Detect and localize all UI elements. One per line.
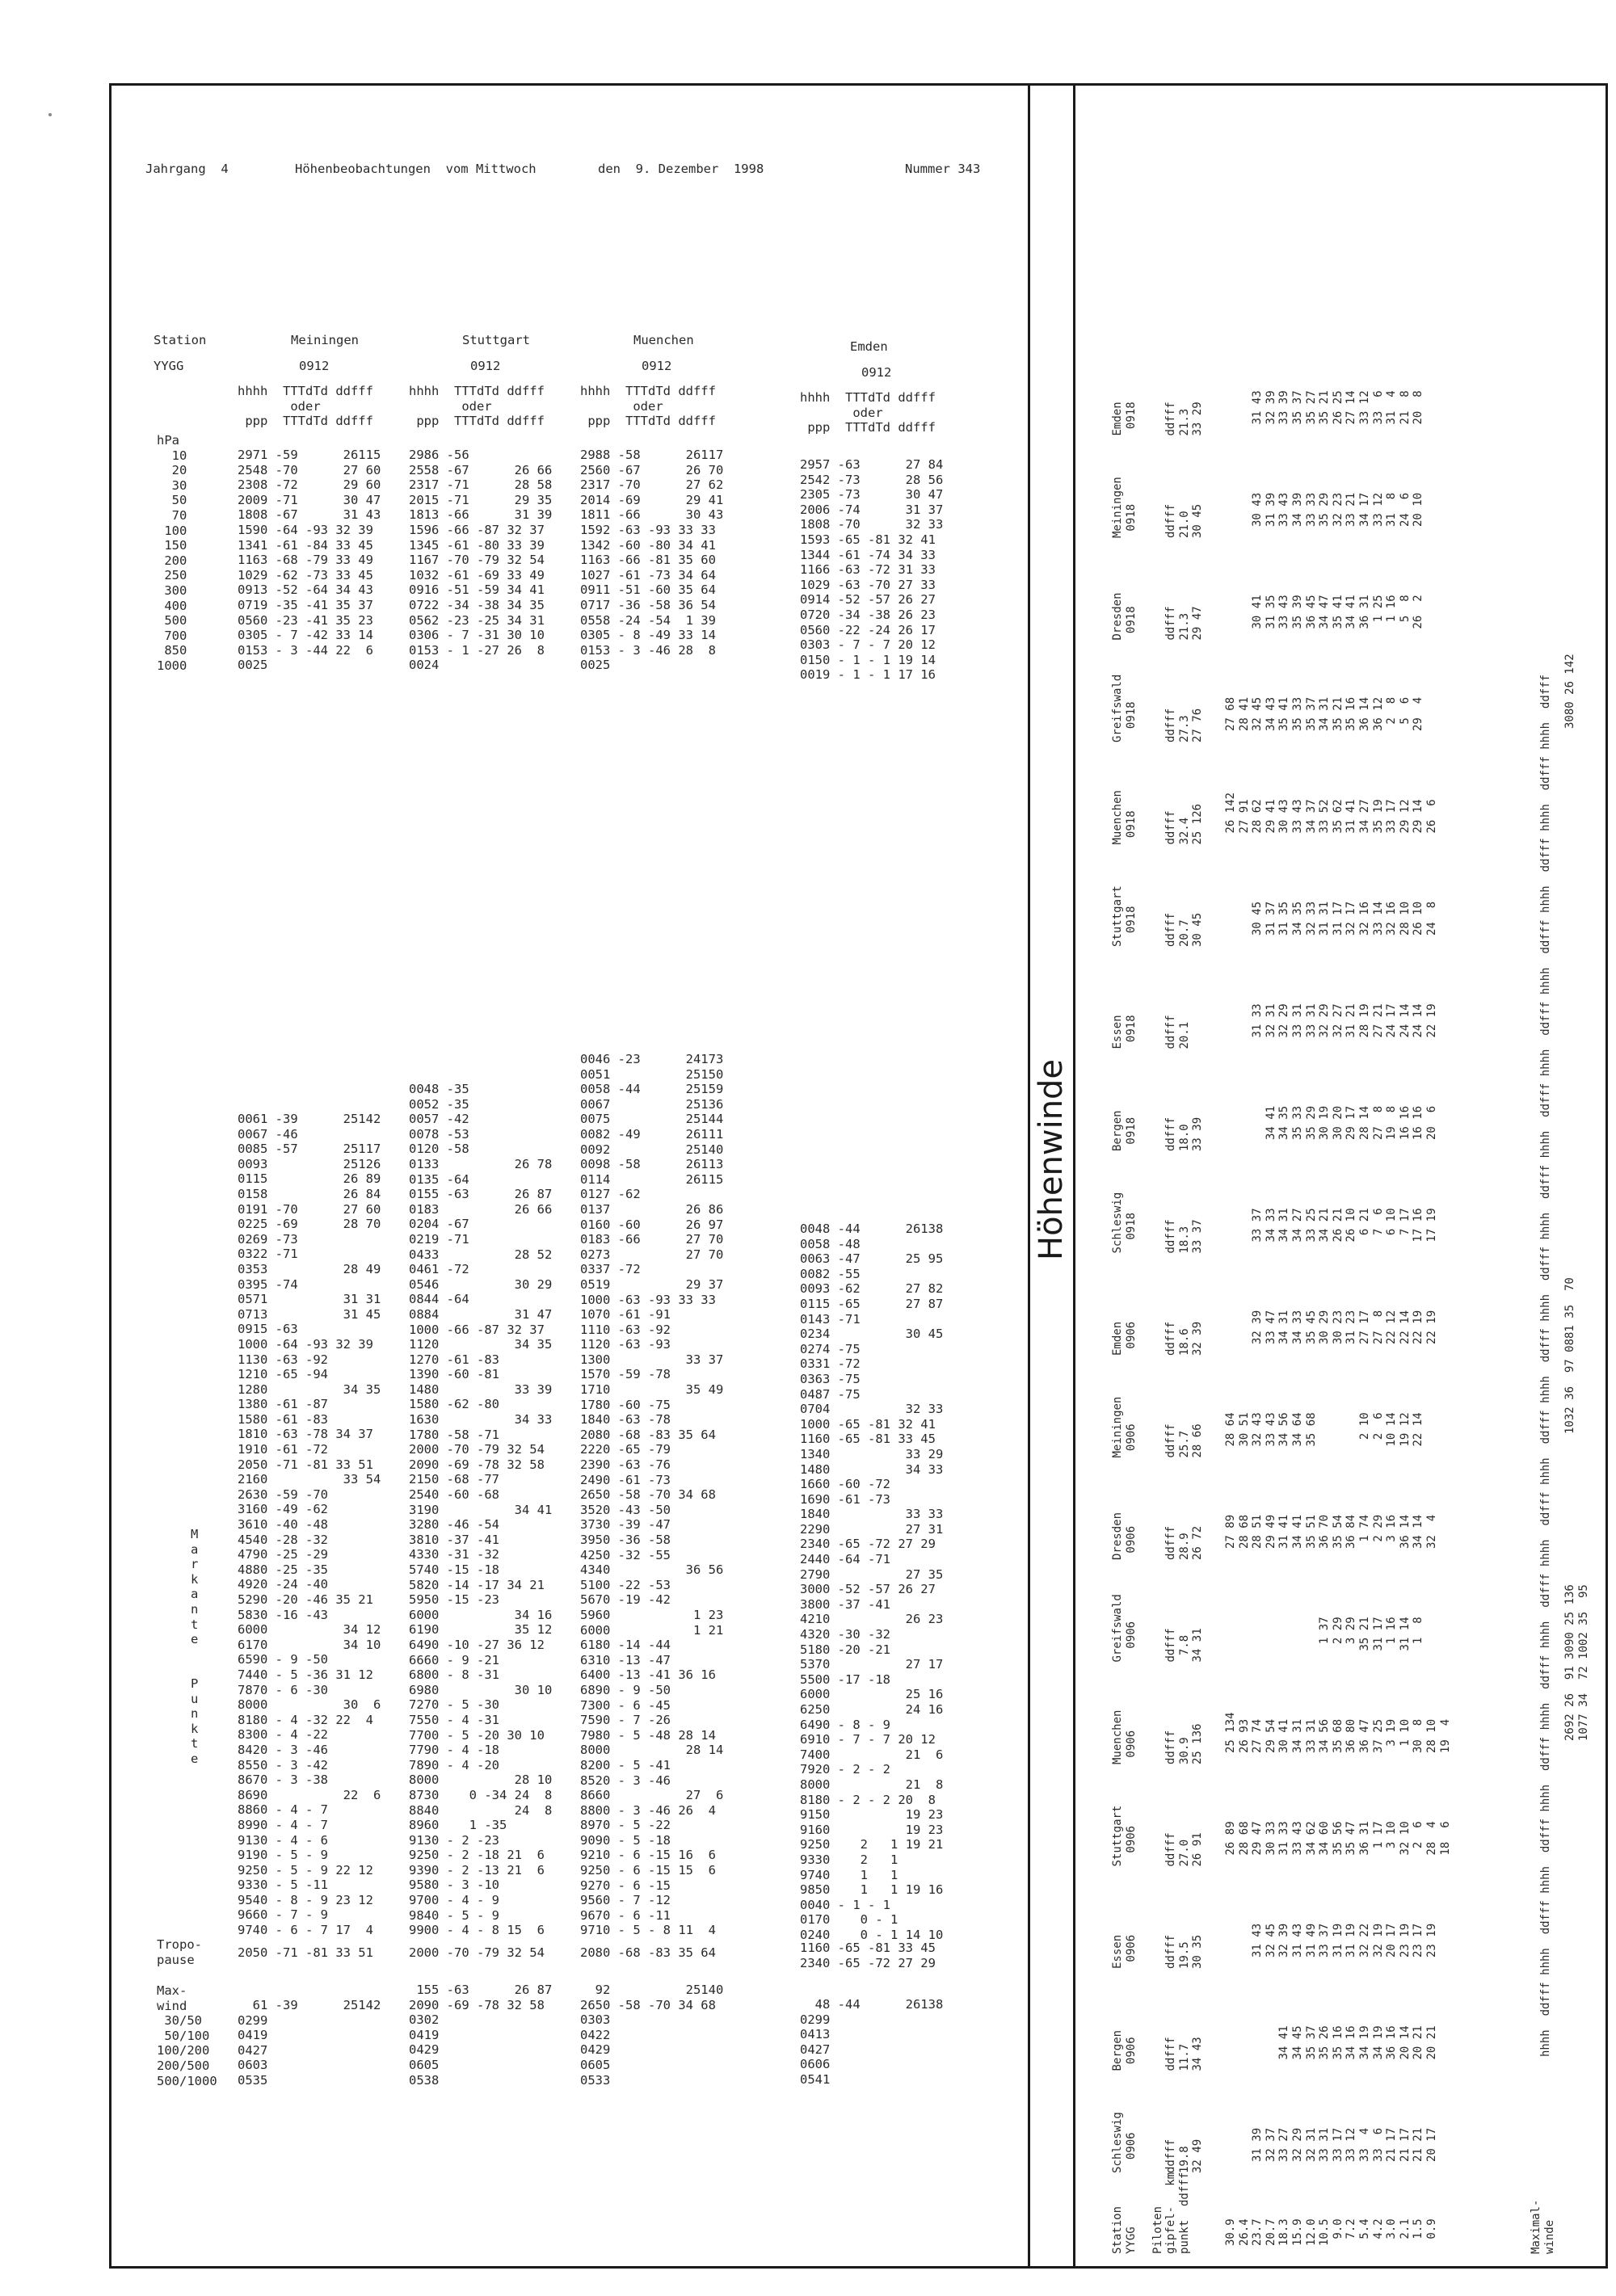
column-headings: hhhh TTTdTd ddfff oder ppp TTTdTd ddfff [409, 384, 545, 429]
muenchen-significant-points [580, 1052, 723, 1938]
column-headings: hhhh TTTdTd ddfff oder ppp TTTdTd ddfff [238, 384, 373, 429]
hw-station-values: 27 68 28 41 32 45 34 43 35 41 35 33 35 37 34 31 35 21 35 16 36 14 36 12 2 8 5 6 29 4 [1224, 696, 1425, 731]
meiningen-standard-levels [238, 448, 381, 673]
hw-station-gipfel: ddfff 20.1 [1164, 1015, 1191, 1049]
column-headings: hhhh TTTdTd ddfff oder ppp TTTdTd ddfff [580, 384, 716, 429]
stuttgart-maxwind [409, 1983, 552, 2088]
data-block: 2988 -58 26117 2560 -67 26 70 2317 -70 27 62 2014 -69 29 41 1811 -66 30 43 1592 -63 -93 33 33 1342 -60 -80 34 41 1163 -66 -81 35 60 1027 -61 -73 34 64 0911 -51 -60 35 64 0717 -36 -58 36 54 0558 -24 -54 1 39 0305 - 8 -49 33 14 0153 - 3 -46 28 8 0025 [580, 448, 724, 673]
hw-station-gipfel: ddfff 30.9 25 136 [1164, 1723, 1205, 1764]
hw-station-name: Stuttgart 0906 [1111, 1805, 1138, 1867]
hpa-labels [157, 433, 187, 674]
hw-station-name: Dresden 0918 [1111, 592, 1138, 641]
meiningen-maxwind [238, 1998, 381, 2088]
hoehenwinde-max-muenchen-0918: 3080 26 142 [1563, 654, 1576, 729]
hw-station-name: Muenchen 0918 [1111, 790, 1138, 845]
hoehenwinde-max-dresden: 1032 36 97 0881 35 70 [1563, 1277, 1576, 1434]
header-jahrgang: Jahrgang 4 [145, 162, 229, 176]
data-block: 48 -44 26138 0299 0413 0427 0606 0541 [800, 1997, 944, 2087]
hw-station-gipfel: ddfff 28.9 26 72 [1164, 1525, 1205, 1560]
hw-station-gipfel: ddfff 19.8 32 49 [1164, 2138, 1205, 2173]
hw-station-name: Greifswald 0918 [1111, 674, 1138, 742]
label-hpa-list: hPa 10 20 30 50 70 100 150 200 250 300 400 500 700 850 1000 [157, 433, 187, 673]
hw-station-gipfel: ddfff 21.0 30 45 [1164, 503, 1205, 538]
data-block: 0046 -23 24173 0051 25150 0058 -44 25159 0067 25136 0075 25144 0082 -49 26111 0092 25140 0098 -58 26113 0114 26115 0127 -62 0137 26 86 0160 -60 26 97 0183 -66 27 70 0273 27 70 0337 -72 0519 29 37 1000 -63 -93 33 33 1070 -61 -91 1110 -63 -92 1120 -63 -93 1300 33 37 1570 -59 -78 1710 35 49 1780 -60 -75 1840 -63 -78 2080 -68 -83 35 64 2220 -65 -79 2390 -63 -76 2490 -61 -73 2650 -58 -70 34 68 3520 -43 -50 3730 -39 -47 3950 -36 -58 4250 -32 -55 4340 36 56 5100 -22 -53 5670 -19 -42 5960 1 23 6000 1 21 6180 -14 -44 6310 -13 -47 6400 -13 -41 36 16 6890 - 9 -50 7300 - 6 -45 7590 - 7 -26 7980 - 5 -48 28 14 8000 28 14 8200 - 5 -41 8520 - 3 -46 8660 27 6 8800 - 3 -46 26 4 8970 - 5 -22 9090 - 5 -18 9210 - 6 -15 16 6 9250 - 6 -15 15 6 9270 - 6 -15 9560 - 7 -12 9670 - 6 -11 9710 - 5 - 8 11 4 [580, 1052, 724, 1938]
hw-station-name: Schleswig 0906 [1111, 2112, 1138, 2173]
hw-station-values: 31 33 32 31 32 29 33 31 33 31 32 29 32 27 31 21 28 19 27 21 24 17 24 14 24 14 22 19 [1251, 1003, 1438, 1038]
hw-station-values: 32 39 33 47 34 31 34 33 35 45 30 29 30 23 31 23 27 17 27 8 22 12 22 14 22 19 22 19 [1251, 1310, 1438, 1344]
markante-label [191, 1527, 198, 1647]
hw-station-gipfel: ddfff 21.3 29 47 [1164, 606, 1205, 641]
hw-station-values: 30 45 31 37 31 35 34 35 32 33 31 31 31 17 32 17 32 16 33 14 32 16 28 10 26 10 24 8 [1251, 901, 1438, 936]
label-station: Station [154, 333, 207, 347]
hw-station-values: 31 43 32 45 32 39 31 43 31 49 33 37 31 19 31 19 32 22 32 19 20 17 23 19 23 17 23 19 [1251, 1923, 1438, 1957]
data-block: 1160 -65 -81 33 45 2340 -65 -72 27 29 [800, 1941, 936, 1970]
hoehenwinde-row-labels: Station YYGG Piloten gipfel- km punkt ddfff [1111, 2172, 1191, 2254]
hw-station-gipfel: ddfff 21.3 33 29 [1164, 402, 1205, 436]
data-block: 2986 -56 2558 -67 26 66 2317 -71 28 58 2015 -71 29 35 1813 -66 31 39 1596 -66 -87 32 37 1345 -61 -80 33 39 1167 -70 -79 32 54 1032 -61 -69 33 49 0916 -51 -59 34 41 0722 -34 -38 34 35 0562 -23 -25 34 31 0306 - 7 -31 30 10 0153 - 1 -27 26 8 0024 [409, 448, 553, 673]
scan-speck [48, 113, 52, 116]
hw-station-values: 33 37 34 33 34 31 34 27 33 25 34 21 26 21 26 10 6 21 7 6 6 10 7 17 17 16 17 19 [1251, 1208, 1438, 1243]
station-column-meiningen [238, 333, 373, 429]
label-markante: M a r k a n t e [191, 1527, 199, 1647]
hw-station-values: 1 37 2 29 3 29 35 21 31 17 1 16 31 14 1 8 [1318, 1617, 1425, 1651]
hw-station-values: 30 43 31 39 33 43 34 39 33 33 35 29 32 23 33 21 34 17 33 12 31 8 24 6 20 10 [1251, 492, 1425, 527]
hw-station-name: Meiningen 0906 [1111, 1396, 1138, 1458]
data-block: 92 25140 2650 -58 -70 34 68 0303 0422 0429 0605 0533 [580, 1983, 724, 2088]
hw-station-values: 26 142 27 91 28 62 29 41 30 43 33 43 34 37 33 52 35 62 31 41 34 27 35 19 33 17 29 12 29 14 26 6 [1224, 792, 1438, 834]
column-headings: hhhh TTTdTd ddfff oder ppp TTTdTd ddfff [800, 390, 936, 435]
data-block: 0048 -44 26138 0058 -48 0063 -47 25 95 0082 -55 0093 -62 27 82 0115 -65 27 87 0143 -71 0234 30 45 0274 -75 0331 -72 0363 -75 0487 -75 0704 32 33 1000 -65 -81 32 41 1160 -65 -81 33 45 1340 33 29 1480 34 33 1660 -60 -72 1690 -61 -73 1840 33 33 2290 27 31 2340 -65 -72 27 29 2440 -64 -71 2790 27 35 3000 -52 -57 26 27 3800 -37 -41 4210 26 23 4320 -30 -32 5180 -20 -21 5370 27 17 5500 -17 -18 6000 25 16 6250 24 16 6490 - 8 - 9 6910 - 7 - 7 20 12 7400 21 6 7920 - 2 - 2 8000 21 8 8180 - 2 - 2 20 8 9150 19 23 9160 19 23 9250 2 1 19 21 9330 2 1 9740 1 1 9850 1 1 19 16 0040 - 1 - 1 0170 0 - 1 0240 0 - 1 14 10 [800, 1222, 944, 1942]
header-title: Höhenbeobachtungen vom Mittwoch [295, 162, 537, 176]
station-name: Stuttgart [462, 333, 530, 347]
hw-station-values: 25 134 26 93 27 74 29 54 30 41 34 31 33 31 34 56 35 68 36 80 36 47 37 25 3 19 1 10 30 8 28 10 19 4 [1224, 1712, 1452, 1753]
hw-station-name: Bergen 0906 [1111, 2029, 1138, 2071]
station-name: Muenchen [633, 333, 694, 347]
emden-tropopause [800, 1941, 936, 1970]
maxwind-label [157, 1983, 217, 2088]
punkte-label [191, 1676, 198, 1767]
hw-station-name: Stuttgart 0918 [1111, 885, 1138, 947]
header-nummer: Nummer 343 [905, 162, 981, 176]
data-block: 2050 -71 -81 33 51 [238, 1945, 373, 1960]
section-divider-left [1028, 83, 1030, 2269]
hw-station-values: 31 43 32 39 33 39 35 37 35 27 35 21 26 25 27 14 33 12 33 6 31 4 21 8 20 8 [1251, 390, 1425, 425]
muenchen-standard-levels [580, 448, 723, 673]
station-column-muenchen [580, 333, 716, 429]
hw-station-name: Essen 0906 [1111, 1934, 1138, 1969]
station-yygg: 0912 [642, 358, 672, 373]
hoehenwinde-km-list: 30.9 26.4 23.7 20.7 18.3 15.9 12.0 10.5 9.0 7.2 5.4 4.2 3.0 2.1 1.5 0.9 [1224, 2218, 1438, 2246]
left-labels [154, 333, 206, 373]
emden-significant-points [800, 1222, 943, 1943]
hw-station-values: 27 89 28 68 28 51 29 49 31 41 34 41 35 51 36 70 35 54 36 84 1 74 2 29 3 16 36 14 34 14 32 4 [1224, 1514, 1438, 1549]
emden-standard-levels [800, 457, 943, 683]
data-block: 2000 -70 -79 32 54 [409, 1945, 545, 1960]
hoehenwinde-max-stuttgart: 2692 26 91 3090 25 136 1077 34 72 1002 35 95 [1563, 1584, 1590, 1741]
station-name: Emden [850, 339, 888, 354]
data-block: 61 -39 25142 0299 0419 0427 0603 0535 [238, 1998, 381, 2088]
hw-station-gipfel: ddfff 25.7 28 66 [1164, 1423, 1205, 1458]
section-divider-right [1073, 83, 1075, 2269]
hoehenwinde-max-labels: hhhh ddfff hhhh ddfff hhhh ddfff hhhh ddfff hhhh ddfff hhhh ddfff hhhh ddfff hhhh ddfff hhhh ddfff hhhh ddfff hhhh ddfff hhhh ddfff hhhh ddfff hhhh ddfff hhhh ddfff hhhh ddfff hhhh ddfff [1539, 674, 1552, 2057]
hw-station-name: Emden 0918 [1111, 402, 1138, 436]
station-column-emden [800, 339, 936, 435]
meiningen-significant-points [238, 1112, 381, 1938]
station-yygg: 0912 [861, 364, 892, 380]
hw-station-name: Bergen 0918 [1111, 1110, 1138, 1151]
hw-station-gipfel: ddfff 7.8 34 31 [1164, 1628, 1205, 1663]
data-block: 2080 -68 -83 35 64 [580, 1945, 716, 1960]
label-yygg: YYGG [154, 358, 184, 373]
stuttgart-standard-levels [409, 448, 552, 673]
data-block: 0048 -35 0052 -35 0057 -42 0078 -53 0120 -58 0133 26 78 0135 -64 0155 -63 26 87 0183 26 66 0204 -67 0219 -71 0433 28 52 0461 -72 0546 30 29 0844 -64 0884 31 47 1000 -66 -87 32 37 1120 34 35 1270 -61 -83 1390 -60 -81 1480 33 39 1580 -62 -80 1630 34 33 1780 -58 -71 2000 -70 -79 32 54 2090 -69 -78 32 58 2150 -68 -77 2540 -60 -68 3190 34 41 3280 -46 -54 3810 -37 -41 4330 -31 -32 5740 -15 -18 5820 -14 -17 34 21 5950 -15 -23 6000 34 16 6190 35 12 6490 -10 -27 36 12 6660 - 9 -21 6800 - 8 -31 6980 30 10 7270 - 5 -30 7550 - 4 -31 7700 - 5 -20 30 10 7790 - 4 -18 7890 - 4 -20 8000 28 10 8730 0 -34 24 8 8840 24 8 8960 1 -35 9130 - 2 -23 9250 - 2 -18 21 6 9390 - 2 -13 21 6 9580 - 3 -10 9700 - 4 - 9 9840 - 5 - 9 9900 - 4 - 8 15 6 [409, 1082, 553, 1938]
header-date: den 9. Dezember 1998 [598, 162, 764, 176]
hw-station-gipfel: ddfff 27.3 27 76 [1164, 708, 1205, 742]
data-block: 155 -63 26 87 2090 -69 -78 32 58 0302 0419 0429 0605 0538 [409, 1983, 553, 2088]
muenchen-tropopause [580, 1945, 716, 1961]
hw-station-gipfel: ddfff 18.3 33 37 [1164, 1219, 1205, 1254]
hw-station-gipfel: ddfff 27.0 26 91 [1164, 1832, 1205, 1867]
data-block: 2971 -59 26115 2548 -70 27 60 2308 -72 29 60 2009 -71 30 47 1808 -67 31 43 1590 -64 -93 32 39 1341 -61 -84 33 45 1163 -68 -79 33 49 1029 -62 -73 33 45 0913 -52 -64 34 43 0719 -35 -41 35 37 0560 -23 -41 35 23 0305 - 7 -42 33 14 0153 - 3 -44 22 6 0025 [238, 448, 381, 673]
hoehenwinde-table [1111, 250, 1596, 2254]
hw-station-name: Meiningen 0918 [1111, 477, 1138, 538]
hw-station-name: Muenchen 0906 [1111, 1709, 1138, 1764]
hw-station-name: Schleswig 0918 [1111, 1192, 1138, 1254]
hw-station-gipfel: ddfff 19.5 30 35 [1164, 1934, 1205, 1969]
stuttgart-significant-points [409, 1082, 552, 1938]
station-yygg: 0912 [470, 358, 501, 373]
hw-station-gipfel: ddfff 11.7 34 43 [1164, 2037, 1205, 2071]
hw-station-values: 31 39 32 37 33 27 32 29 32 31 33 31 33 17 33 12 33 4 33 6 21 17 21 17 21 21 20 17 [1251, 2127, 1438, 2162]
hw-station-gipfel: ddfff 18.6 32 39 [1164, 1321, 1205, 1356]
hw-station-values: 30 41 31 35 33 43 35 39 36 45 34 47 35 41 34 41 36 31 1 25 1 16 5 8 26 2 [1251, 595, 1425, 629]
tropopause-label [157, 1937, 202, 1967]
hw-station-gipfel: ddfff 18.0 33 39 [1164, 1116, 1205, 1151]
hoehenwinde-maximalwinde-label: Maximal- winde [1530, 2199, 1556, 2254]
station-column-stuttgart [409, 333, 545, 429]
data-block: 0061 -39 25142 0067 -46 0085 -57 25117 0093 25126 0115 26 89 0158 26 84 0191 -70 27 60 0225 -69 28 70 0269 -73 0322 -71 0353 28 49 0395 -74 0571 31 31 0713 31 45 0915 -63 1000 -64 -93 32 39 1130 -63 -92 1210 -65 -94 1280 34 35 1380 -61 -87 1580 -61 -83 1810 -63 -78 34 37 1910 -61 -72 2050 -71 -81 33 51 2160 33 54 2630 -59 -70 3160 -49 -62 3610 -40 -48 4540 -28 -32 4790 -25 -29 4880 -25 -35 4920 -24 -40 5290 -20 -46 35 21 5830 -16 -43 6000 34 12 6170 34 10 6590 - 9 -50 7440 - 5 -36 31 12 7870 - 6 -30 8000 30 6 8180 - 4 -32 22 4 8300 - 4 -22 8420 - 3 -46 8550 - 3 -42 8670 - 3 -38 8690 22 6 8860 - 4 - 7 8990 - 4 - 7 9130 - 4 - 6 9190 - 5 - 9 9250 - 5 - 9 22 12 9330 - 5 -11 9540 - 8 - 9 23 12 9660 - 7 - 9 9740 - 6 - 7 17 4 [238, 1112, 381, 1938]
hw-station-values: 28 64 30 51 32 43 33 43 34 56 34 64 35 68 2 10 2 6 10 14 19 12 22 14 [1224, 1412, 1425, 1447]
data-block: 2957 -63 27 84 2542 -73 28 56 2305 -73 30 47 2006 -74 31 37 1808 -70 32 33 1593 -65 -81 32 41 1344 -61 -74 34 33 1166 -63 -72 31 33 1029 -63 -70 27 33 0914 -52 -57 26 27 0720 -34 -38 26 23 0560 -22 -24 26 17 0303 - 7 - 7 20 12 0150 - 1 - 1 19 14 0019 - 1 - 1 17 16 [800, 457, 944, 683]
meiningen-tropopause [238, 1945, 373, 1961]
hw-station-name: Dresden 0906 [1111, 1512, 1138, 1560]
label-punkte: P u n k t e [191, 1676, 199, 1766]
hw-station-values: 26 89 28 68 29 47 30 33 31 33 33 43 34 62 34 60 35 56 35 47 36 31 1 17 3 10 32 10 2 6 28 4 18 6 [1224, 1821, 1452, 1856]
hw-station-values: 34 41 34 35 35 33 35 29 30 19 30 20 29 17 28 14 27 8 19 8 16 16 16 16 20 6 [1264, 1105, 1438, 1140]
hw-station-values: 34 41 34 45 35 37 35 26 35 16 34 16 34 19 34 19 36 16 20 14 20 21 20 21 [1277, 2025, 1438, 2060]
hoehenwinde-title: Höhenwinde [1033, 1058, 1070, 1260]
stuttgart-tropopause [409, 1945, 545, 1961]
label-tropopause: Tropo- pause [157, 1937, 202, 1967]
hw-station-gipfel: ddfff 20.7 30 45 [1164, 912, 1205, 947]
muenchen-maxwind [580, 1983, 723, 2088]
station-yygg: 0912 [299, 358, 330, 373]
hw-station-name: Greifswald 0906 [1111, 1594, 1138, 1663]
hw-station-name: Essen 0918 [1111, 1015, 1138, 1049]
hw-station-name: Emden 0906 [1111, 1321, 1138, 1356]
station-name: Meiningen [291, 333, 359, 347]
label-maxwind: Max- wind 30/50 50/100 100/200 200/500 500/1000 [157, 1983, 217, 2088]
emden-maxwind [800, 1997, 943, 2088]
hw-station-gipfel: ddfff 32.4 25 126 [1164, 803, 1205, 845]
